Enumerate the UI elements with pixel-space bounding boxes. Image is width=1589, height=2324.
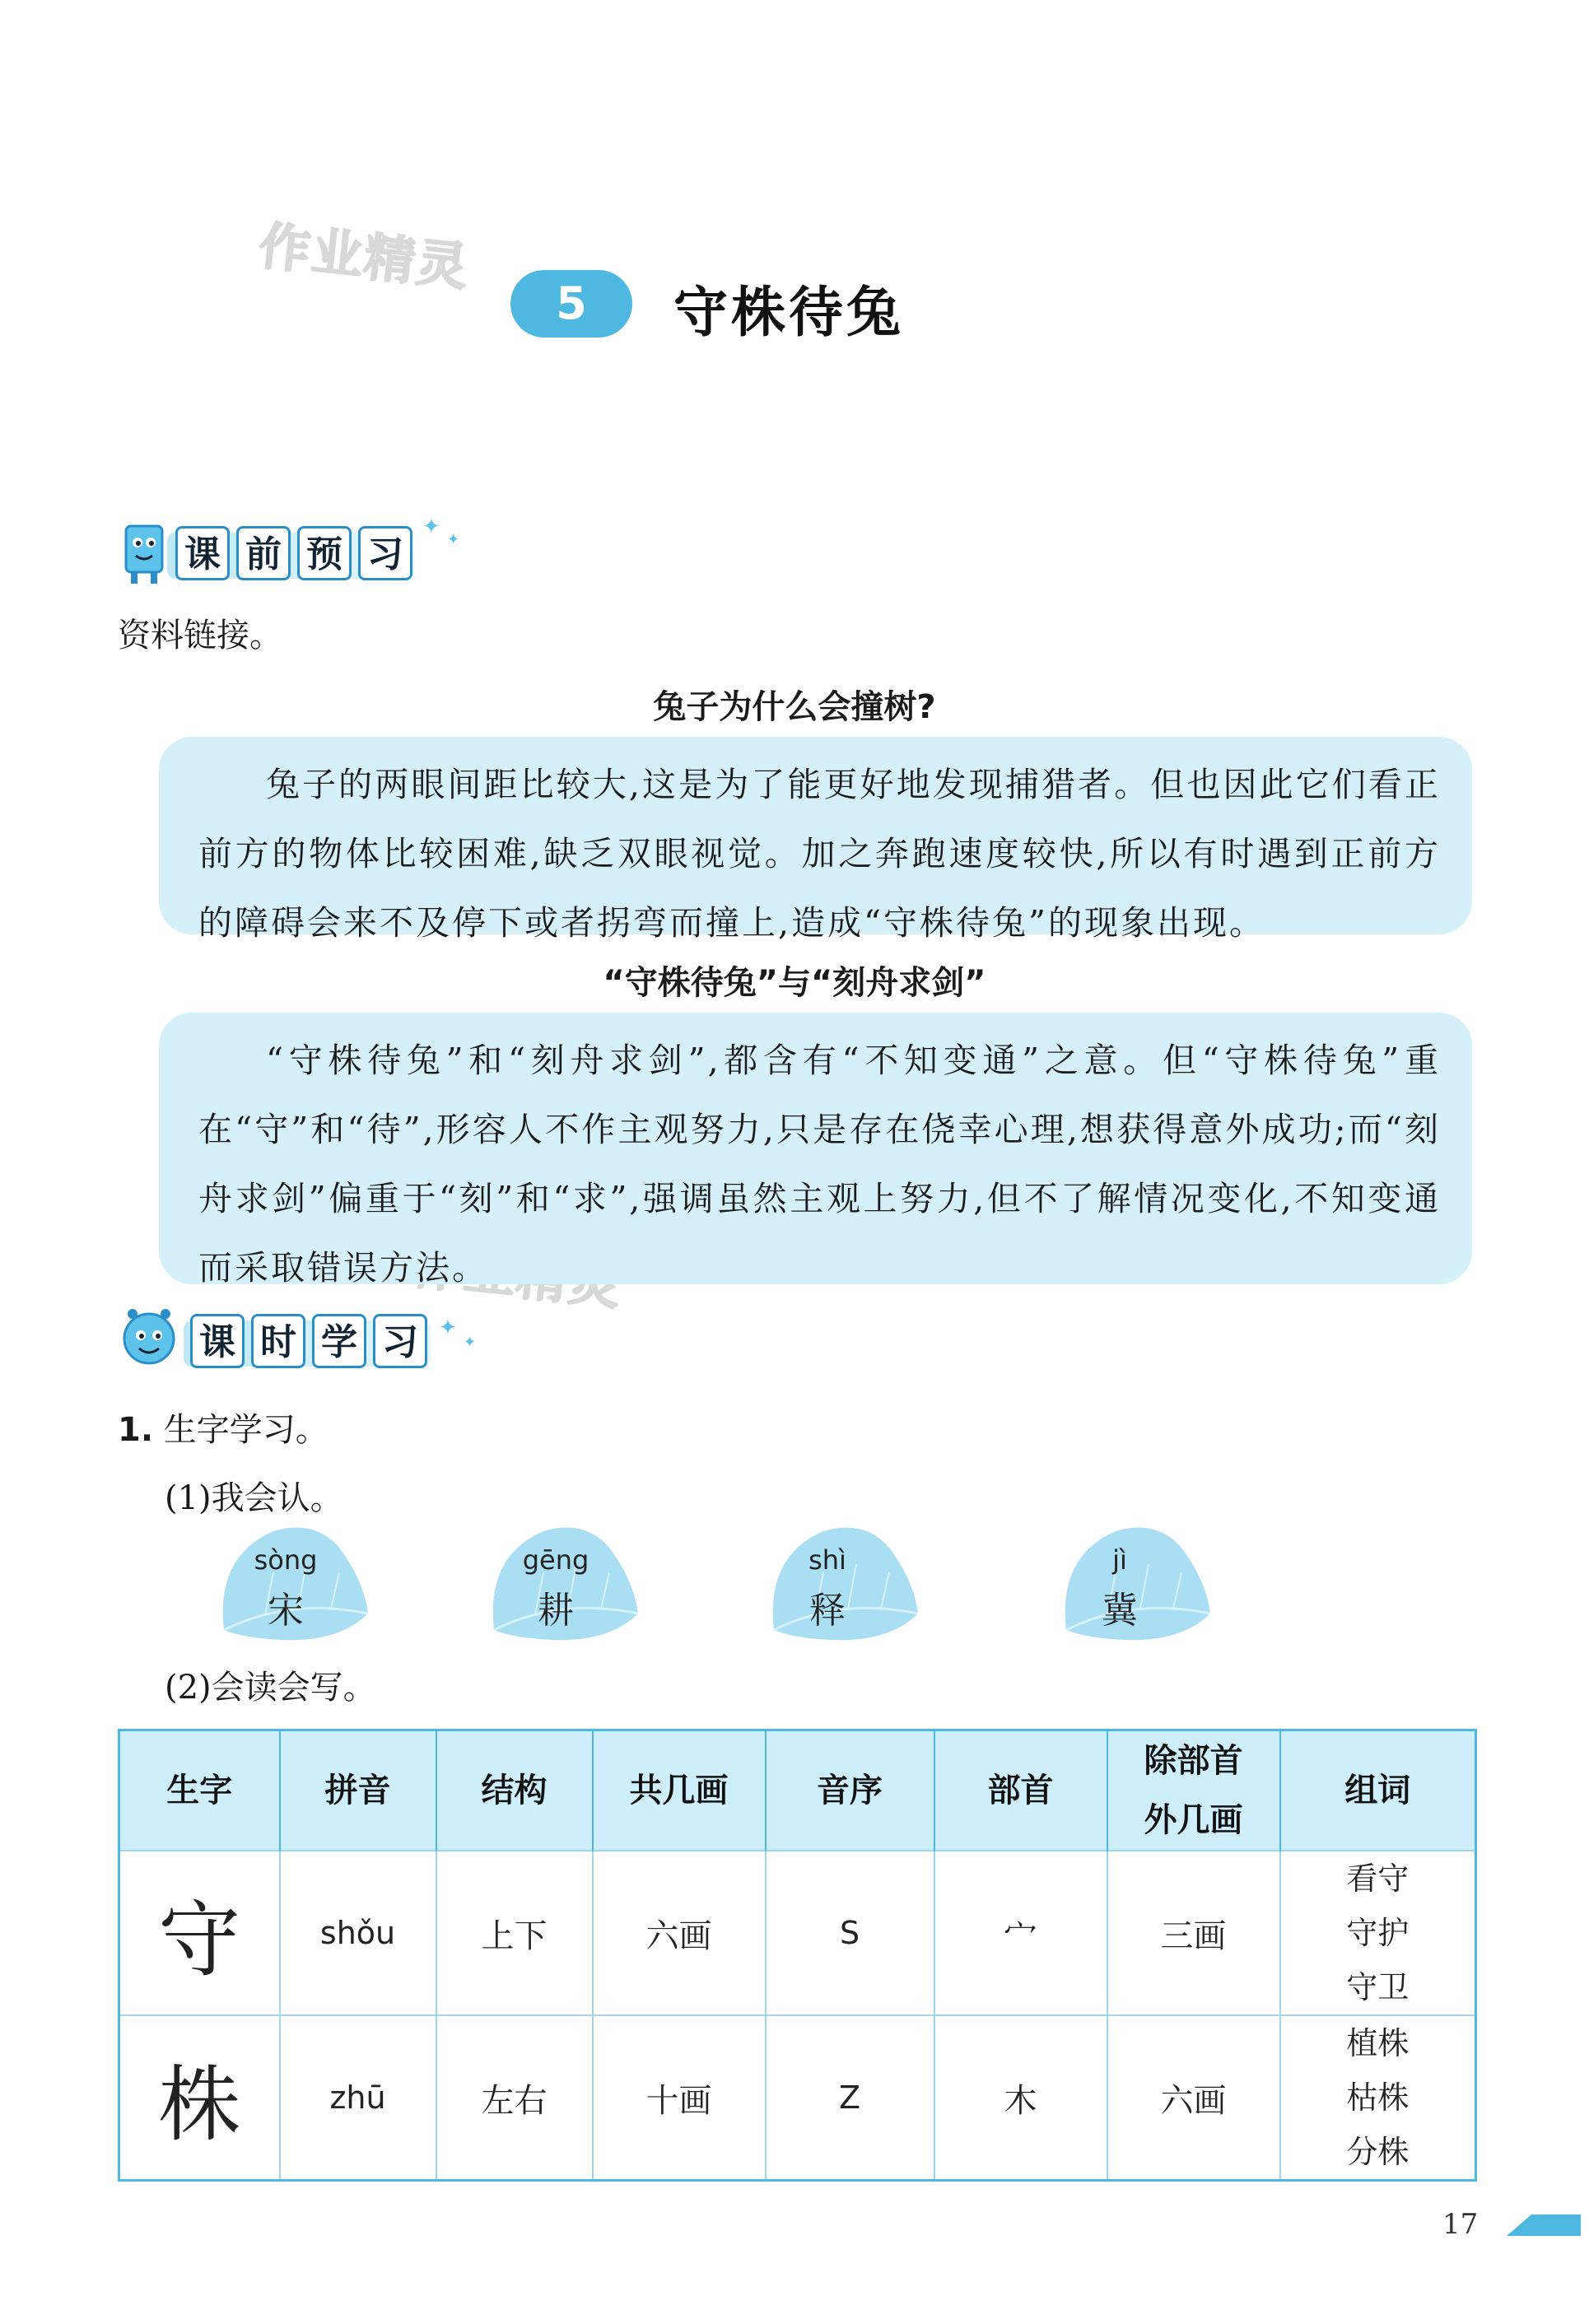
word: 守护 [1346,1915,1410,1951]
table-header: 部首 [934,1730,1107,1851]
star-decoration-icon: ✦ [422,515,440,539]
table-cell-char: 守 [119,1851,280,2015]
sub-question-1: (1)我会认。 [165,1479,343,1517]
lesson-number-badge: 5 [510,270,632,338]
page-number: 17 [1442,2208,1479,2241]
table-header: 音序 [766,1730,934,1851]
table-cell-strokes: 十画 [593,2015,766,2181]
page-corner-decoration [1507,2215,1531,2236]
table-cell-structure: 上下 [436,1851,593,2015]
leaf-char: 耕 [538,1590,574,1632]
table-cell-pinyin: shǒu [280,1851,436,2015]
word: 分株 [1346,2134,1410,2170]
page-corner-decoration [1531,2215,1581,2236]
leaf-card [216,1523,372,1646]
leaf-char: 释 [809,1590,846,1632]
table-cell-pinyin: zhū [280,2015,436,2181]
article1-box [159,737,1472,943]
leaf-pinyin: gēng [522,1544,589,1576]
article1-title: 兔子为什么会撞树? [653,688,936,726]
table-cell-initial: S [766,1851,934,2015]
leaf-card [766,1523,922,1646]
table-cell-words [1280,1851,1476,2015]
article2-box [159,1013,1472,1288]
word: 植株 [1346,2025,1410,2061]
table-header-line: 外几画 [1144,1801,1243,1839]
question-number: 1. [118,1411,154,1449]
table-header: 生字 [119,1730,280,1851]
table-cell-initial: Z [766,2015,934,2181]
table-row [119,2015,1476,2181]
table-cell-words [1280,2015,1476,2181]
leaf-char: 冀 [1102,1590,1138,1632]
article2-title: “守株待兔”与“刻舟求剑” [603,964,986,1002]
leaf-pinyin: sòng [254,1544,318,1576]
lesson-title: 守株待兔 [673,281,904,344]
section-banner-study [118,1302,477,1376]
leaf-char: 宋 [268,1590,304,1632]
table-header: 结构 [436,1730,593,1851]
table-cell-rest: 三画 [1107,1851,1280,2015]
character-table [118,1729,1477,2182]
star-decoration-icon: ✦ [447,531,460,548]
word: 看守 [1346,1861,1410,1897]
section-char: 课 [190,1314,245,1368]
table-header-line: 除部首 [1144,1742,1243,1780]
section-char: 习 [373,1314,427,1368]
section-banner-preview [118,515,460,589]
article1-body: 兔子的两眼间距比较大,这是为了能更好地发现捕猎者。但也因此它们看正前方的物体比较困难,缺乏双眼视觉。加之奔跑速度较快,所以有时遇到正前方的障碍会来不及停下或者拐弯而撞上,造成“守株待兔”的现象出现。 [198,765,1441,943]
leaf-card [486,1523,642,1646]
table-header: 共几画 [593,1730,766,1851]
word: 守卫 [1346,1969,1410,2005]
table-header: 组词 [1280,1730,1476,1851]
table-cell-char: 株 [119,2015,280,2181]
table-cell-structure: 左右 [436,2015,593,2181]
section-char: 学 [312,1314,366,1368]
leaf-pinyin: jì [1112,1544,1127,1576]
table-header-row [119,1730,1476,1851]
watermark: 作业精灵 [256,215,473,298]
sub-question-2: (2)会读会写。 [165,1669,376,1707]
section-char: 课 [175,526,230,580]
table-cell-radical: 木 [934,2015,1107,2181]
intro-text: 资料链接。 [118,617,282,654]
section-char: 预 [297,526,352,580]
table-header: 拼音 [280,1730,436,1851]
table-cell-strokes: 六画 [593,1851,766,2015]
question-title: 生字学习。 [163,1411,329,1449]
leaf-pinyin: shì [808,1544,846,1576]
table-cell-rest: 六画 [1107,2015,1280,2181]
smiling-mascot-icon [118,1302,184,1376]
section-char: 时 [251,1314,305,1368]
leaf-card [1058,1523,1214,1646]
table-cell-radical: 宀 [934,1851,1107,2015]
table-header [1107,1730,1280,1851]
table-row [119,1851,1476,2015]
word: 枯株 [1346,2079,1410,2116]
section-char: 习 [358,526,412,580]
section-char: 前 [236,526,291,580]
article2-body: “守株待兔”和“刻舟求剑”,都含有“不知变通”之意。但“守株待兔”重在“守”和“待”,形容人不作主观努力,只是存在侥幸心理,想获得意外成功;而“刻舟求剑”偏重于“刻”和“求”,强调虽然主观上努力,但不了解情况变化,不知变通而采取错误方法。 [198,1041,1441,1288]
star-decoration-icon: ✦ [439,1316,457,1340]
question-1 [118,1404,329,1451]
star-decoration-icon: ✦ [464,1334,477,1351]
